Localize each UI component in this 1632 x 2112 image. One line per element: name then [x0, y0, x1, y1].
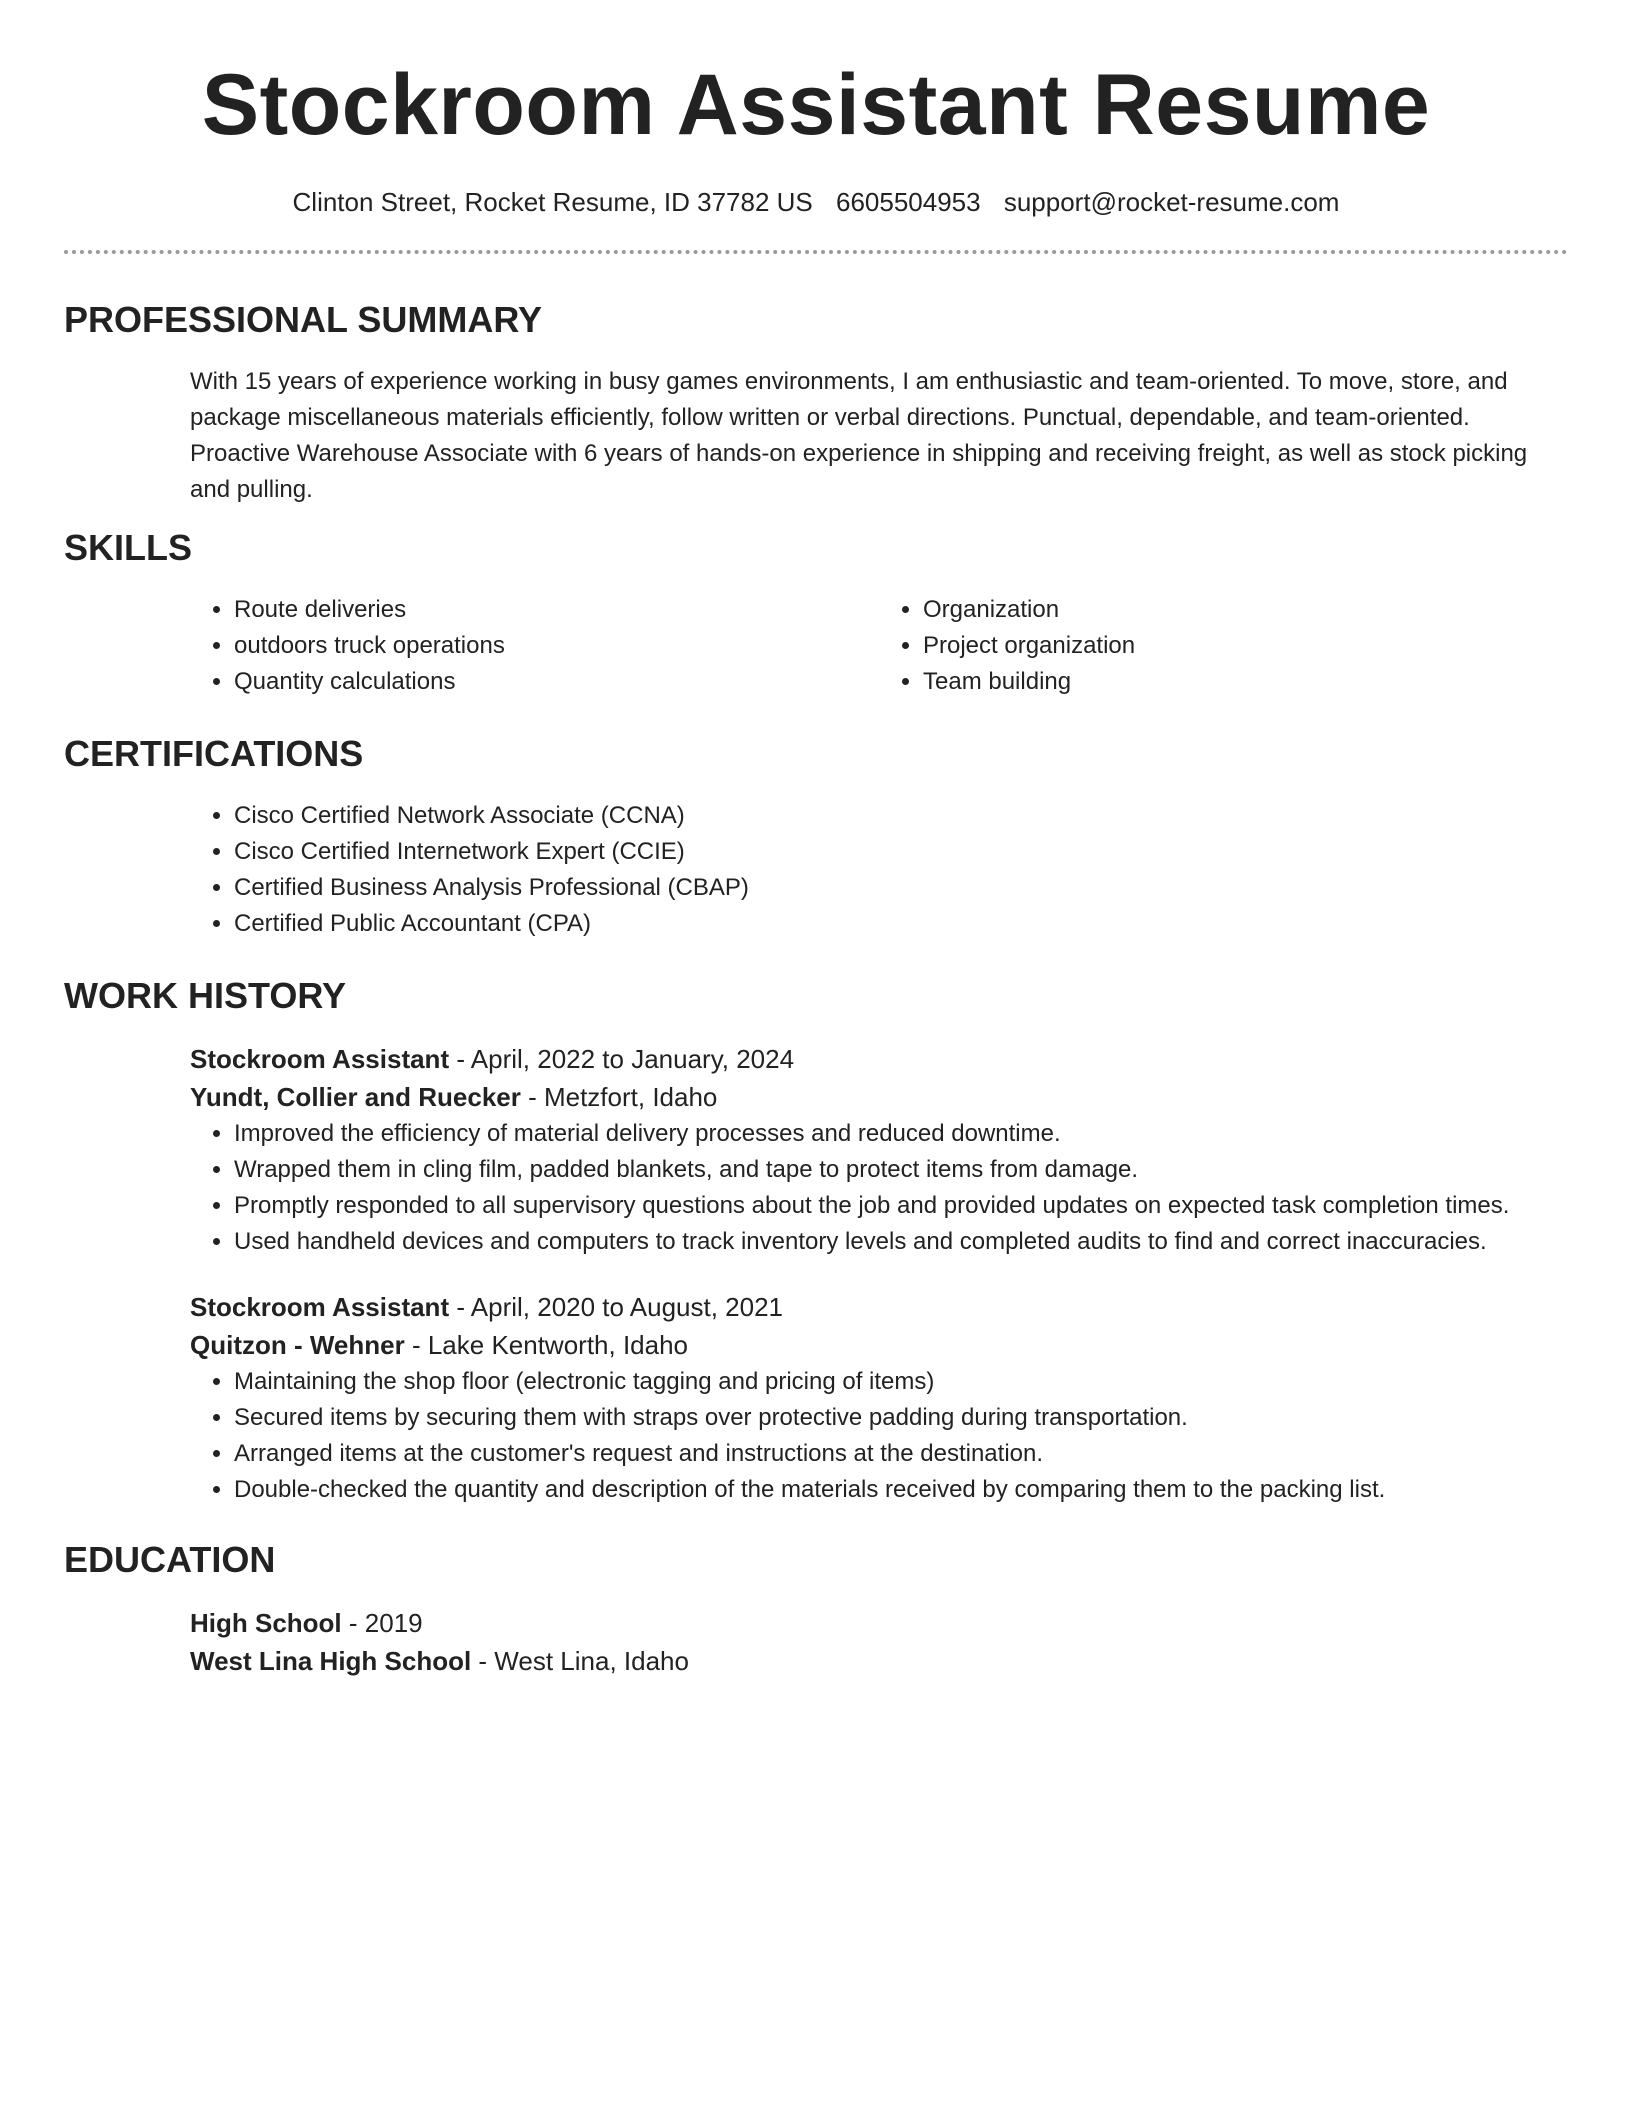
job-title-line — [190, 1288, 1568, 1326]
job-entry — [190, 1288, 1568, 1508]
job-bullets — [190, 1364, 1568, 1508]
job-dates: - April, 2020 to August, 2021 — [449, 1292, 784, 1322]
job-dates: - April, 2022 to January, 2024 — [449, 1044, 795, 1074]
job-bullet: • Promptly responded to all supervisory questions about the job and provided updates on expected task completion times. — [234, 1188, 1568, 1224]
job-bullets — [190, 1116, 1568, 1260]
job-bullet: • Wrapped them in cling film, padded blankets, and tape to protect items from damage. — [234, 1152, 1568, 1188]
work-history-heading: WORK HISTORY — [64, 975, 347, 1016]
skills-heading: SKILLS — [64, 527, 193, 568]
education-year: - 2019 — [341, 1608, 423, 1638]
skill-item: • Route deliveries — [234, 592, 879, 628]
resume-title: Stockroom Assistant Resume — [201, 57, 1431, 153]
skills-list-left — [190, 592, 879, 700]
job-company: Quitzon - Wehner — [190, 1330, 405, 1360]
education-location: - West Lina, Idaho — [471, 1646, 689, 1676]
skill-item: • Organization — [923, 592, 1568, 628]
contact-address: Clinton Street, Rocket Resume, ID 37782 US — [292, 187, 813, 217]
education-degree: High School — [190, 1608, 342, 1638]
certification-item: • Cisco Certified Network Associate (CCNA) — [234, 798, 1568, 834]
job-bullet: • Maintaining the shop floor (electronic tagging and pricing of items) — [234, 1364, 1568, 1400]
job-location: - Lake Kentworth, Idaho — [404, 1330, 689, 1360]
summary-heading: PROFESSIONAL SUMMARY — [64, 299, 543, 340]
job-company-line — [190, 1326, 1568, 1364]
skill-item: • outdoors truck operations — [234, 628, 879, 664]
header-divider — [64, 250, 1568, 254]
summary-text: With 15 years of experience working in busy games environments, I am enthusiastic and team-oriented. To move, store, and package miscellaneous materials efficiently, follow written or verbal directions. Punctual, dependable, and team-oriented. Proactive Warehouse Associate with 6 years of hands-on experience in shipping and receiving freight, as well as stock picking and pulling. — [190, 368, 1528, 503]
job-bullet: • Double-checked the quantity and description of the materials received by comparing them to the packing list. — [234, 1472, 1568, 1508]
job-location: - Metzfort, Idaho — [520, 1082, 718, 1112]
contact-line — [64, 186, 1568, 218]
education-degree-line — [190, 1604, 1568, 1642]
education-heading: EDUCATION — [64, 1539, 276, 1580]
certifications-heading: CERTIFICATIONS — [64, 733, 364, 774]
certification-item: • Cisco Certified Internetwork Expert (CCIE) — [234, 834, 1568, 870]
job-entry — [190, 1040, 1568, 1260]
education-school-line — [190, 1642, 1568, 1680]
contact-email: support@rocket-resume.com — [1003, 187, 1340, 217]
certification-item: • Certified Public Accountant (CPA) — [234, 906, 1568, 942]
certifications-list — [190, 798, 1568, 942]
certifications-section — [64, 732, 1568, 942]
work-history-section — [64, 974, 1568, 1508]
contact-phone: 6605504953 — [836, 187, 981, 217]
skills-list-right — [879, 592, 1568, 700]
certification-item: • Certified Business Analysis Professional (CBAP) — [234, 870, 1568, 906]
summary-section — [64, 298, 1568, 508]
skills-section — [64, 526, 1568, 700]
job-title: Stockroom Assistant — [190, 1292, 450, 1322]
job-company-line — [190, 1078, 1568, 1116]
education-school: West Lina High School — [190, 1646, 472, 1676]
job-bullet: • Secured items by securing them with straps over protective padding during transportation. — [234, 1400, 1568, 1436]
job-bullet: • Used handheld devices and computers to track inventory levels and completed audits to find and correct inaccuracies. — [234, 1224, 1568, 1260]
skills-grid — [190, 592, 1568, 700]
skill-item: • Team building — [923, 664, 1568, 700]
skill-item: • Quantity calculations — [234, 664, 879, 700]
job-bullet: • Arranged items at the customer's request and instructions at the destination. — [234, 1436, 1568, 1472]
education-section — [64, 1538, 1568, 1680]
job-bullet: • Improved the efficiency of material delivery processes and reduced downtime. — [234, 1116, 1568, 1152]
job-title: Stockroom Assistant — [190, 1044, 450, 1074]
job-company: Yundt, Collier and Ruecker — [190, 1082, 521, 1112]
skill-item: • Project organization — [923, 628, 1568, 664]
resume-page — [64, 0, 1568, 1680]
job-title-line — [190, 1040, 1568, 1078]
